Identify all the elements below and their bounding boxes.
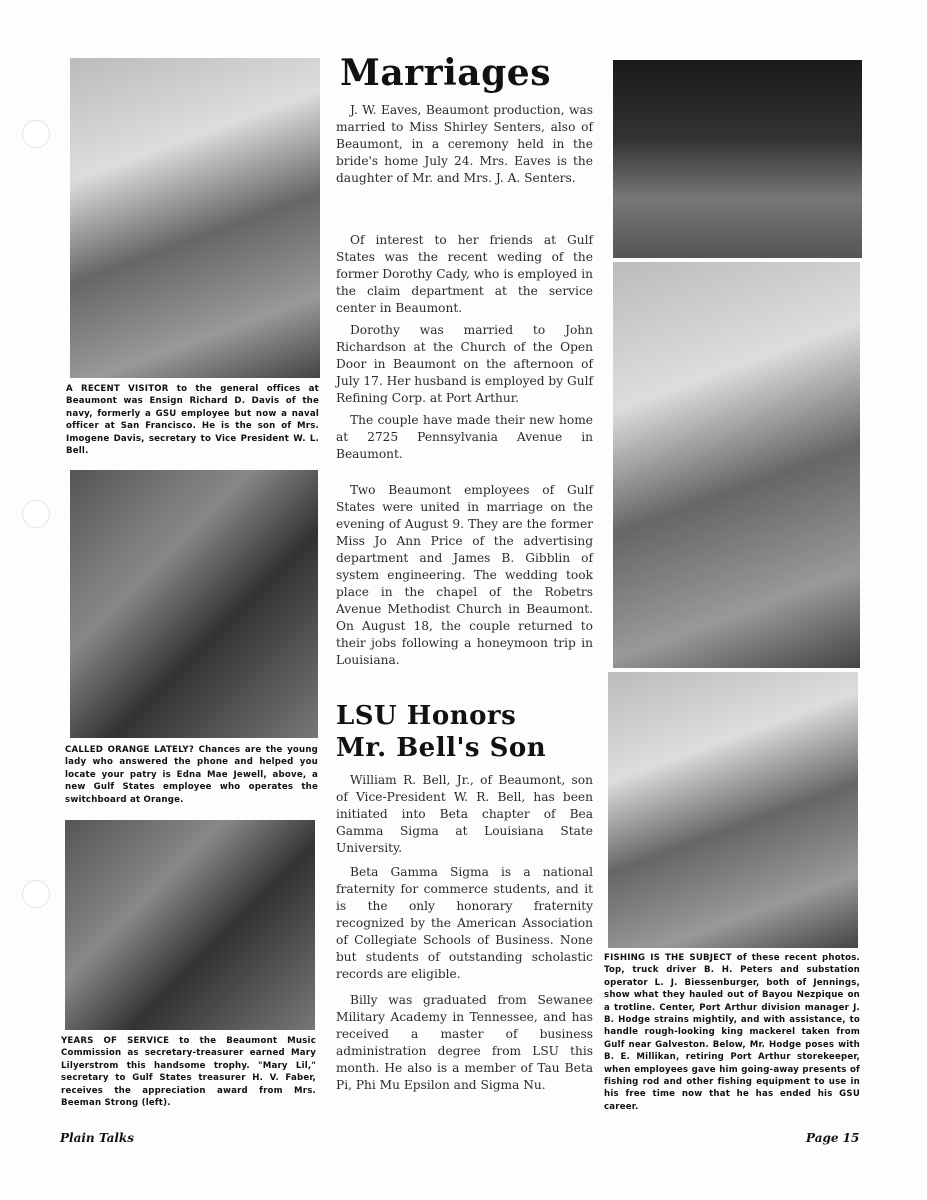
publication-name: Plain Talks bbox=[60, 1131, 135, 1145]
article-paragraph: William R. Bell, Jr., of Beaumont, son of Vice-President W. R. Bell, has been initiated into Beta chapter of Bea Gamma Sigma at Louisiana State University. bbox=[336, 773, 593, 855]
photo-trophy-award bbox=[65, 820, 315, 1030]
photo-trotline-catch bbox=[613, 60, 862, 258]
article-paragraph: Dorothy was married to John Richardson at the Church of the Open Door in Beaumont on the afternoon of July 17. Her husband is employed by Gulf Refining Corp. at Port Arthur. bbox=[336, 323, 593, 405]
photo-king-mackerel bbox=[613, 262, 860, 668]
lsu-heading-line: LSU Honors bbox=[336, 701, 517, 731]
caption-text: Chances are the young lady who answered the phone and helped you locate your patry is Edna Mae Jewell, above, a new Gulf States employee who operates the switchboard at Orange. bbox=[65, 745, 318, 805]
caption-orange bbox=[65, 744, 318, 806]
article-paragraph: Billy was graduated from Sewanee Military Academy in Tennessee, and has received a master of business administration degree from LSU this month. He also is a member of Tau Beta Pi, Phi Mu Epsilon and Sigma Nu. bbox=[336, 993, 593, 1092]
caption-fishing bbox=[604, 952, 860, 1113]
caption-lead: FISHING IS THE SUBJECT bbox=[604, 953, 732, 963]
caption-lead: YEARS OF SERVICE bbox=[61, 1036, 170, 1046]
binder-hole bbox=[22, 500, 50, 528]
article-paragraph: Beta Gamma Sigma is a national fraternity for commerce students, and it is the only honorary fraternity recognized by the American Association of Collegiate Schools of Business. None but students of outstanding scholastic records are eligible. bbox=[336, 865, 593, 981]
caption-lead: CALLED ORANGE LATELY? bbox=[65, 745, 195, 755]
article-paragraph: J. W. Eaves, Beaumont production, was married to Miss Shirley Senters, also of Beaumont, in a ceremony held in the bride's home July 24. Mrs. Eaves is the daughter of Mr. and Mrs. J. A. Senters. bbox=[336, 103, 593, 185]
photo-ensign-davis bbox=[70, 58, 320, 378]
caption-lead: A RECENT VISITOR bbox=[66, 384, 169, 394]
binder-hole bbox=[22, 120, 50, 148]
caption-service bbox=[61, 1035, 316, 1109]
caption-visitor bbox=[66, 383, 319, 457]
photo-retirement-presents bbox=[608, 672, 858, 948]
caption-text: to the Beaumont Music Commission as secretary-treasurer earned Mary Lilyerstrom this handsome trophy. "Mary Lil," secretary to Gulf States treasurer H. V. Faber, receives the appreciation award from Mrs. Beeman Strong (left). bbox=[61, 1036, 316, 1109]
article-paragraph: The couple have made their new home at 2725 Pennsylvania Avenue in Beaumont. bbox=[336, 413, 593, 461]
article-paragraph: Of interest to her friends at Gulf States was the recent weding of the former Dorothy Cady, who is employed in the claim department at the service center in Beaumont. bbox=[336, 233, 593, 315]
caption-text: of these recent photos. Top, truck driver B. H. Peters and substation operator L. J. Biessenburger, both of Jennings, show what they hauled out of Bayou Nezpique on a trotline. Center, Port Arthur division manager J. B. Hodge strains mightily, and with assistance, to handle rough-looking king mackerel taken from Gulf near Galveston. Below, Mr. Hodge poses with B. E. Millikan, retiring Port Arthur storekeeper, when employees gave him going-away presents of fishing rod and other fishing equipment to use in his free time now that he has ended his GSU career. bbox=[604, 953, 860, 1112]
photo-switchboard-operator bbox=[70, 470, 318, 738]
page-number: Page 15 bbox=[806, 1131, 860, 1145]
lsu-heading bbox=[336, 700, 546, 764]
lsu-heading-line: Mr. Bell's Son bbox=[336, 733, 547, 763]
article-paragraph: Two Beaumont employees of Gulf States were united in marriage on the evening of August 9. They are the former Miss Jo Ann Price of the advertising department and James B. Gibblin of system engineering. The wedding took place in the chapel of the Robetrs Avenue Methodist Church in Beaumont. On August 18, the couple returned to their jobs following a honeymoon trip in Louisiana. bbox=[336, 483, 593, 667]
binder-hole bbox=[22, 880, 50, 908]
marriages-heading: Marriages bbox=[340, 52, 551, 94]
caption-text: to the general offices at Beaumont was Ensign Richard D. Davis of the navy, formerly a GSU employee but now a naval officer at San Francisco. He is the son of Mrs. Imogene Davis, secretary to Vice President W. L. Bell. bbox=[66, 384, 319, 457]
